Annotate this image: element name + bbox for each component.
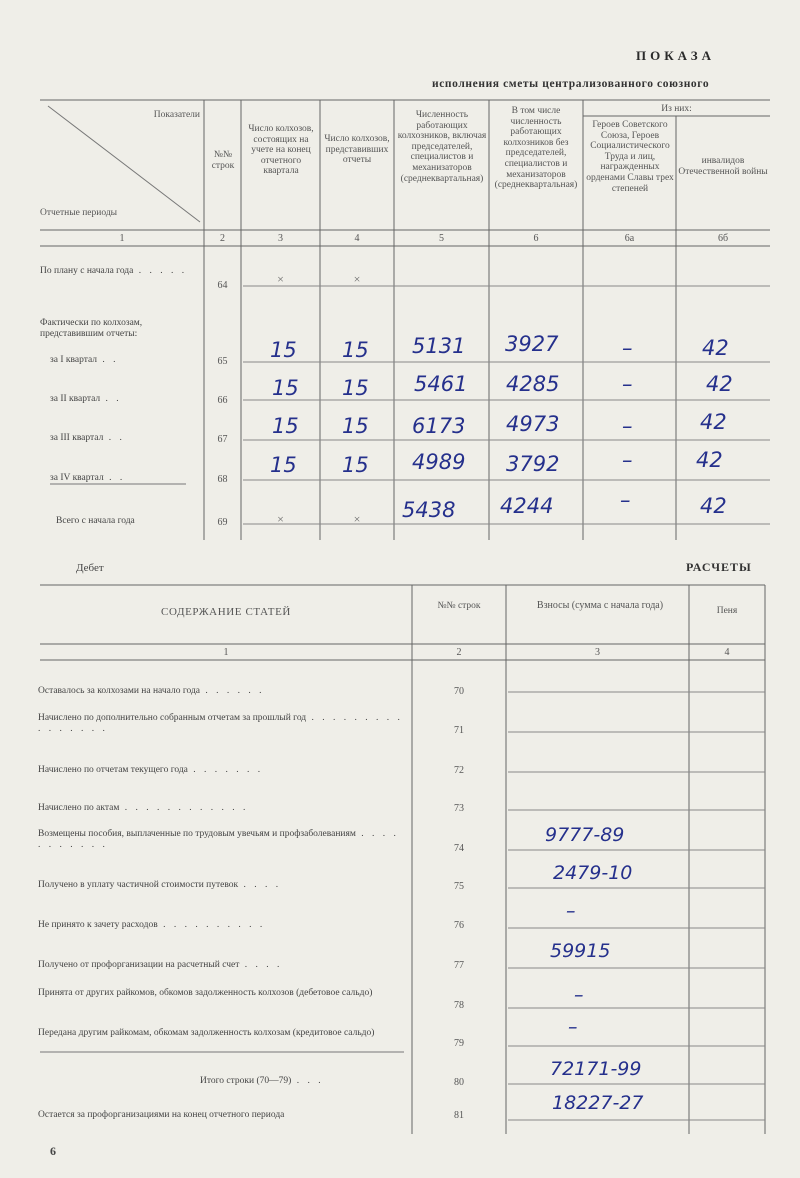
row-label-total: Всего с начала года [56, 516, 135, 526]
q2-col6: 4285 [506, 372, 560, 396]
colnum-4: 4 [354, 233, 360, 244]
row-label-70: Оставалось за колхозами на начало года . . . . . . [38, 686, 265, 696]
form-title: ПОКАЗА [636, 48, 715, 63]
q3-col6b: 42 [700, 410, 727, 434]
row-label-75: Получено в уплату частичной стоимости путевок . . . . [38, 880, 282, 890]
amount-75: 2479-10 [553, 862, 633, 884]
amount-74: 9777-89 [545, 824, 625, 846]
row-label-q2: за II квартал . . [50, 394, 122, 404]
amount-76: – [566, 900, 576, 922]
debit-label: Дебет [76, 562, 104, 574]
header-penalty: Пеня [716, 606, 738, 616]
q1-col4: 15 [342, 338, 369, 362]
row-label-q3: за III квартал . . [50, 433, 125, 443]
q1-col3: 15 [270, 338, 297, 362]
header-col5: Численность работающих колхозников, включая председателей, специалистов и механизаторов (среднеквартальная) [397, 110, 487, 184]
total-cross-col3: × [277, 512, 284, 526]
total-col6a: – [620, 488, 631, 512]
header-periods: Отчетные периоды [40, 208, 118, 218]
plan-cross-col3: × [277, 272, 284, 286]
row-no-73: 73 [454, 803, 464, 814]
header-of-them: Из них: [661, 104, 692, 114]
q2-col3: 15 [272, 376, 299, 400]
header-col3: Число колхозов, состоящих на учете на конец отчетного квартала [248, 124, 314, 177]
total-col6b: 42 [700, 494, 727, 518]
amount-79: – [568, 1016, 578, 1038]
q2-col4: 15 [342, 376, 369, 400]
row-no-79: 79 [454, 1038, 464, 1049]
row-label-81: Остается за профорганизациями на конец отчетного периода [38, 1110, 285, 1120]
total-cross-col4: × [353, 512, 361, 526]
row-label-q4: за IV квартал . . [50, 473, 126, 483]
row-label-76: Не принято к зачету расходов . . . . . . . . . . [38, 920, 266, 930]
q3-col6a: – [622, 414, 633, 438]
row-no-81: 81 [454, 1110, 464, 1121]
row-no-67: 67 [217, 434, 228, 445]
header-col6a: Героев Советского Союза, Героев Социалистического Труда и лиц, награжденных орденами Славы трех степеней [586, 120, 674, 194]
q1-col6b: 42 [702, 336, 729, 360]
row-no-66: 66 [217, 395, 228, 406]
bottom-colnum-4: 4 [724, 647, 730, 658]
colnum-6a: 6а [624, 233, 635, 244]
q4-col3: 15 [270, 453, 297, 477]
form-subtitle: исполнения сметы централизованного союзного [432, 78, 710, 90]
header-contributions: Взносы (сумма с начала года) [536, 600, 664, 611]
colnum-6b: 6б [717, 233, 729, 244]
row-no-65: 65 [217, 356, 228, 367]
row-no-64: 64 [217, 280, 228, 291]
q3-col3: 15 [272, 414, 299, 438]
row-label-q1: за I квартал . . [50, 355, 119, 365]
row-label-78: Принята от других райкомов, обкомов задолженность колхозов (дебетовое сальдо) [38, 988, 373, 998]
settlements-title: РАСЧЕТЫ [686, 560, 752, 574]
bottom-colnum-1: 1 [223, 647, 229, 658]
plan-cross-col4: × [353, 272, 361, 286]
row-label-80: Итого строки (70—79) . . . [200, 1076, 324, 1086]
header-content: СОДЕРЖАНИЕ СТАТЕЙ [161, 606, 291, 618]
row-label-74: Возмещены пособия, выплаченные по трудовым увечьям и профзаболеваниям . . . . . . . . . . . [38, 829, 399, 850]
header-col4: Число колхозов, представивших отчеты [324, 134, 390, 166]
header-row-no: №№ строк [211, 150, 235, 171]
colnum-3: 3 [278, 233, 283, 244]
bottom-colnum-3: 3 [595, 647, 600, 658]
q3-col4: 15 [342, 414, 369, 438]
colnum-2: 2 [220, 233, 225, 244]
q4-col4: 15 [342, 453, 369, 477]
row-no-80: 80 [454, 1077, 464, 1088]
header-col6b: инвалидов Отечественной войны [678, 156, 768, 177]
q1-col6: 3927 [505, 332, 559, 356]
row-label-77: Получено от профорганизации на расчетный счет . . . . [38, 960, 283, 970]
row-no-76: 76 [454, 920, 464, 931]
row-no-75: 75 [454, 881, 464, 892]
header-indicators: Показатели [153, 110, 200, 120]
colnum-1: 1 [119, 233, 125, 244]
row-label-72: Начислено по отчетам текущего года . . . . . . . [38, 765, 264, 775]
colnum-5: 5 [439, 233, 444, 244]
q3-col6: 4973 [506, 412, 560, 436]
page-number: 6 [50, 1144, 56, 1158]
q4-col6a: – [622, 448, 633, 472]
header-col6: В том числе численность работающих колхозников без председателей, специалистов и механизаторов (среднеквартальная) [494, 106, 578, 191]
q1-col5: 5131 [412, 334, 466, 358]
q1-col6a: – [622, 336, 633, 360]
bottom-colnum-2: 2 [456, 647, 462, 658]
row-no-78: 78 [454, 1000, 464, 1011]
header-bottom-row-no: №№ строк [437, 601, 481, 611]
total-col5: 5438 [402, 498, 456, 522]
row-no-71: 71 [454, 725, 464, 736]
amount-80: 72171-99 [550, 1058, 642, 1080]
row-no-70: 70 [454, 686, 464, 697]
row-no-74: 74 [454, 843, 464, 854]
q4-col6: 3792 [506, 452, 560, 476]
row-label-plan: По плану с начала года . . . . . [40, 266, 188, 276]
row-label-71: Начислено по дополнительно собранным отчетам за прошлый год . . . . . . . . . . . . . . . . [38, 713, 403, 734]
row-no-68: 68 [217, 474, 228, 485]
q4-col6b: 42 [696, 448, 723, 472]
colnum-6: 6 [533, 233, 539, 244]
q2-col6b: 42 [706, 372, 733, 396]
amount-81: 18227-27 [552, 1092, 644, 1114]
q2-col5: 5461 [414, 372, 468, 396]
amount-78: – [574, 984, 584, 1006]
row-label-fact: Фактически по колхозам, представившим отчеты: [40, 318, 143, 339]
q2-col6a: – [622, 372, 633, 396]
amount-77: 59915 [550, 940, 611, 962]
row-no-72: 72 [454, 765, 464, 776]
q4-col5: 4989 [412, 450, 466, 474]
q3-col5: 6173 [412, 414, 466, 438]
total-col6: 4244 [500, 494, 554, 518]
row-no-77: 77 [454, 960, 464, 971]
row-label-73: Начислено по актам . . . . . . . . . . . . [38, 803, 249, 813]
row-no-69: 69 [217, 517, 228, 528]
row-label-79: Передана другим райкомам, обкомам задолженность колхозам (кредитовое сальдо) [38, 1028, 375, 1038]
